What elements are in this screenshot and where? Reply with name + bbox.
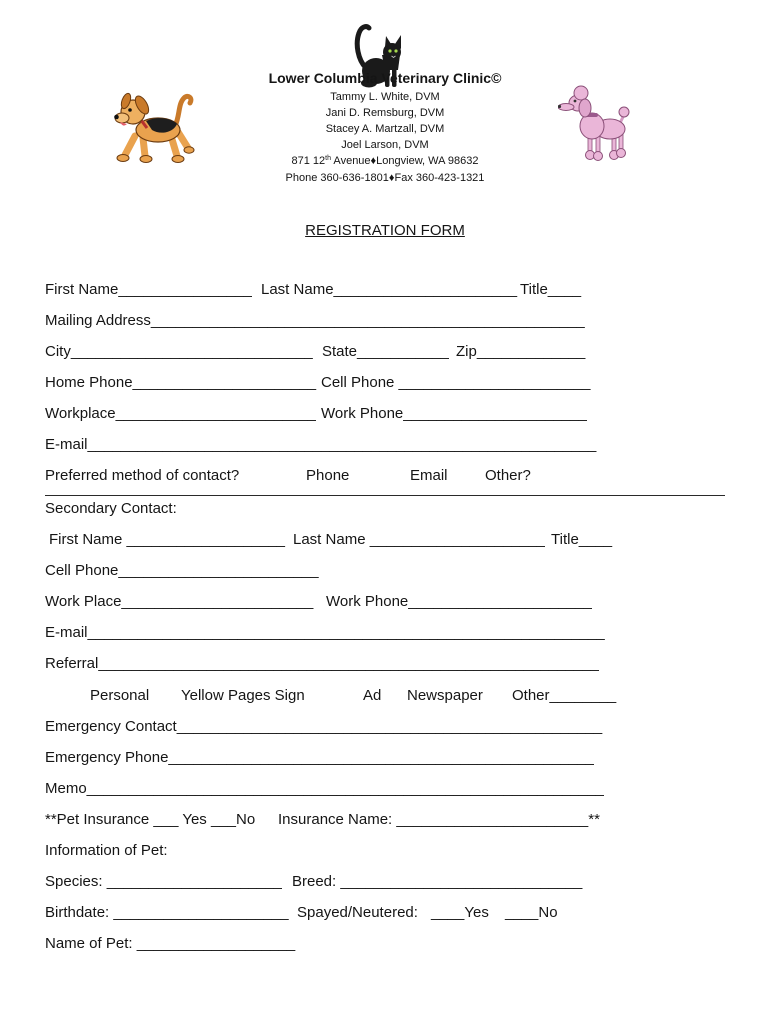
- doctor-name: Jani D. Remsburg, DVM: [325, 107, 445, 119]
- secondary-email-field: E-mail______________________________________________________________: [45, 624, 605, 641]
- ordinal-suffix: th: [325, 155, 331, 162]
- species-field: Species: _____________________: [45, 873, 282, 890]
- emergency-contact-field: Emergency Contact___________________________________________________: [45, 718, 603, 735]
- clinic-phone-fax: Phone 360-636-1801♦Fax 360-423-1321: [285, 172, 485, 184]
- doctor-name: Stacey A. Martzall, DVM: [325, 123, 445, 135]
- breed-field: Breed: _____________________________: [292, 873, 583, 890]
- secondary-cell-phone-field: Cell Phone________________________: [45, 562, 319, 579]
- city-field: City_____________________________: [45, 343, 313, 360]
- emergency-phone-field: Emergency Phone___________________________________________________: [45, 749, 594, 766]
- secondary-work-phone-field: Work Phone______________________: [326, 593, 592, 610]
- referral-option-other: Other________: [512, 687, 617, 704]
- street-number: 871 12: [291, 155, 326, 167]
- pet-name-field: Name of Pet: ___________________: [45, 935, 296, 952]
- contact-option-phone: Phone: [306, 467, 350, 484]
- mailing-address-field: Mailing Address____________________________________________________: [45, 312, 585, 329]
- first-name-field: First Name________________: [45, 281, 252, 298]
- referral-field: Referral____________________________________________________________: [45, 655, 599, 672]
- secondary-contact-heading: Secondary Contact:: [45, 500, 177, 517]
- zip-field: Zip_____________: [456, 343, 586, 360]
- spayed-neutered-no: ____No: [505, 904, 558, 921]
- title-field: Title____: [520, 281, 582, 298]
- secondary-work-place-field: Work Place_______________________: [45, 593, 314, 610]
- clinic-address: [0, 154, 770, 168]
- work-phone-field: Work Phone______________________: [321, 405, 587, 422]
- street-rest: Avenue♦Longview, WA 98632: [330, 155, 479, 167]
- birthdate-field: Birthdate: _____________________: [45, 904, 289, 921]
- doctor-name: Tammy L. White, DVM: [330, 91, 440, 103]
- clinic-name: Lower Columbia Veterinary Clinic©: [268, 70, 502, 86]
- pet-info-heading: Information of Pet:: [45, 842, 168, 859]
- referral-option-yellow-pages-sign: Yellow Pages Sign: [181, 687, 305, 704]
- spayed-neutered-yes: ____Yes: [431, 904, 489, 921]
- insurance-name-field: Insurance Name: _______________________**: [278, 811, 600, 828]
- referral-option-newspaper: Newspaper: [407, 687, 483, 704]
- contact-option-email: Email: [410, 467, 448, 484]
- home-phone-field: Home Phone______________________: [45, 374, 317, 391]
- secondary-first-name-field: First Name ___________________: [49, 531, 286, 548]
- section-divider: [45, 495, 725, 496]
- referral-option-personal: Personal: [90, 687, 150, 704]
- state-field: State___________: [322, 343, 449, 360]
- secondary-last-name-field: Last Name _____________________: [293, 531, 545, 548]
- pet-insurance-question: **Pet Insurance ___ Yes ___No: [45, 811, 256, 828]
- workplace-field: Workplace________________________: [45, 405, 316, 422]
- contact-method-question: Preferred method of contact?: [45, 467, 240, 484]
- spayed-neutered-label: Spayed/Neutered:: [297, 904, 418, 921]
- email-field: E-mail_____________________________________________________________: [45, 436, 597, 453]
- contact-option-other: Other?: [485, 467, 531, 484]
- memo-field: Memo______________________________________________________________: [45, 780, 604, 797]
- cell-phone-field: Cell Phone _______________________: [321, 374, 591, 391]
- secondary-title-field: Title____: [551, 531, 613, 548]
- referral-option-ad: Ad: [363, 687, 382, 704]
- form-title: REGISTRATION FORM: [305, 222, 465, 239]
- doctor-name: Joel Larson, DVM: [341, 139, 429, 151]
- last-name-field: Last Name______________________: [261, 281, 518, 298]
